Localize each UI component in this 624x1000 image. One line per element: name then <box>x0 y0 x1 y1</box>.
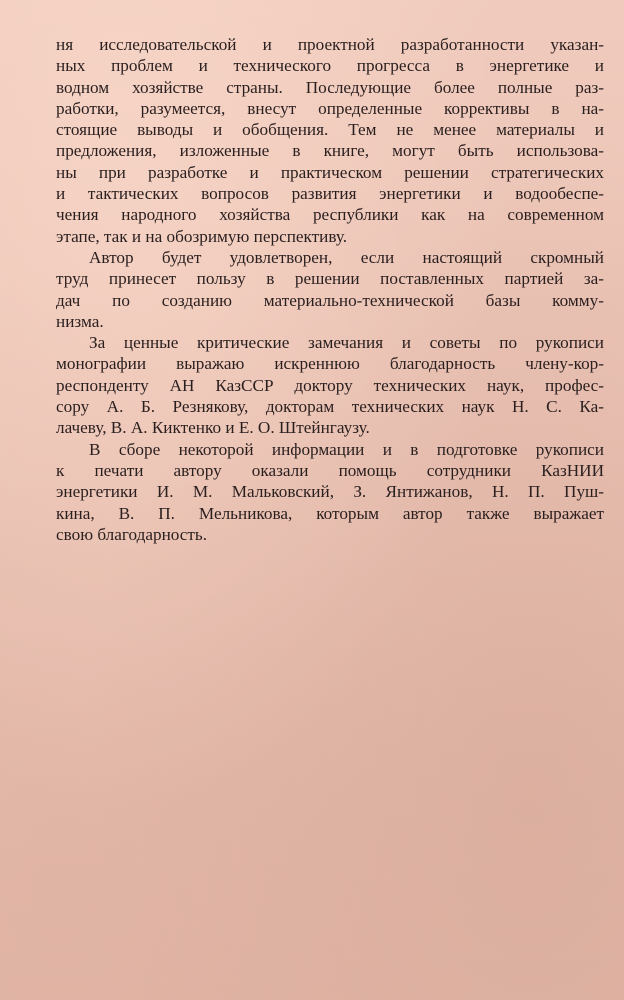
text-line: ня исследовательской и проектной разработанности указан- <box>56 35 604 54</box>
paragraph-acknowledgement-staff <box>56 439 604 545</box>
text-line: к печати автору оказали помощь сотрудники КазНИИ <box>56 460 604 480</box>
text-line: этапе, так и на обозримую перспективу. <box>56 226 348 246</box>
text-line: кина, В. П. Мельникова, которым автор также выражает <box>56 503 604 523</box>
paragraph-author-hope <box>56 247 604 332</box>
paragraph-continuation <box>56 34 604 247</box>
text-line: лачеву, В. А. Киктенко и Е. О. Штейнгаузу. <box>56 418 370 438</box>
text-line: дач по созданию материально-технической базы комму- <box>56 290 604 310</box>
text-line: водном хозяйстве страны. Последующие более полные раз- <box>56 77 604 97</box>
text-line: За ценные критические замечания и советы по рукописи <box>89 333 604 353</box>
text-line: ных проблем и технического прогресса в энергетике и <box>56 56 604 76</box>
text-line: энергетики И. М. Мальковский, З. Янтижанов, Н. П. Пуш- <box>56 482 604 502</box>
page-text-block <box>56 34 604 545</box>
text-line: стоящие выводы и обобщения. Тем не менее материалы и <box>56 120 604 140</box>
text-line: и тактических вопросов развития энергетики и водообеспе- <box>56 184 604 204</box>
text-line: предложения, изложенные в книге, могут быть использова- <box>56 141 604 161</box>
text-line: чения народного хозяйства республики как на современном <box>56 205 604 225</box>
text-line: низма. <box>56 311 104 331</box>
text-line: респонденту АН КазССР доктору технических наук, профес- <box>56 375 604 395</box>
text-line: В сборе некоторой информации и в подготовке рукописи <box>89 439 604 459</box>
paragraph-acknowledgement-reviewers <box>56 332 604 438</box>
text-line: монографии выражаю искреннюю благодарность члену-кор- <box>56 354 604 374</box>
text-line: труд принесет пользу в решении поставленных партией за- <box>56 269 604 289</box>
text-line: свою благодарность. <box>56 524 208 544</box>
text-line: ны при разработке и практическом решении стратегических <box>56 162 604 182</box>
text-line: Автор будет удовлетворен, если настоящий скромный <box>89 247 604 267</box>
text-line: работки, разумеется, внесут определенные коррективы в на- <box>56 98 604 118</box>
text-line: сору А. Б. Резнякову, докторам технических наук Н. С. Ка- <box>56 397 604 417</box>
